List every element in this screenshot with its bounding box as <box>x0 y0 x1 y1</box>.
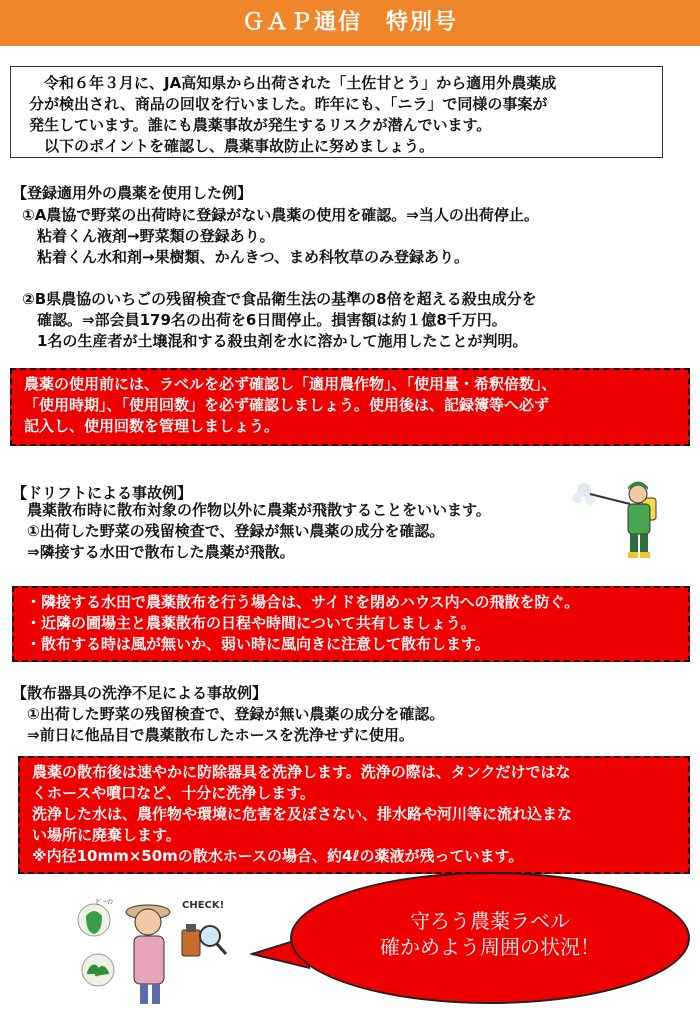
farmer-checking-label-illustration <box>70 886 240 1006</box>
section1-case1 <box>22 205 539 268</box>
slogan-line: 確かめよう周囲の状況！ <box>380 935 600 959</box>
section1-alert-box <box>10 368 690 446</box>
alert-line: ※内径10mm×50mの散水ホースの場合、約4ℓの薬液が残っています。 <box>32 847 524 865</box>
alert-line: ・散布する時は風が無いか、弱い時に風向きに注意して散布します。 <box>26 635 490 653</box>
alert-line: ・近隣の圃場主と農薬散布の日程や時間について共有しましょう。 <box>26 614 476 632</box>
section2-body <box>12 500 491 563</box>
bubble-text <box>310 908 670 960</box>
section2-alert-box <box>12 586 690 662</box>
intro-line: 発生しています。誰にも農薬事故が発生するリスクが潜んでいます。 <box>29 116 492 134</box>
slogan-speech-bubble <box>250 872 690 1004</box>
case1-line: ①A農協で野菜の出荷時に登録がない農薬の使用を確認。⇒当人の出荷停止。 <box>22 206 539 224</box>
alert-line: 農薬の使用前には、ラベルを必ず確認し「適用農作物」、「使用量・希釈倍数」、 <box>24 375 557 393</box>
section3-body <box>12 704 444 746</box>
newsletter-header <box>0 0 700 46</box>
spinach-thought-icon <box>82 954 114 986</box>
case1-line: 粘着くん液剤→野菜類の登録あり。 <box>22 227 275 245</box>
section3-alert-box <box>18 756 690 874</box>
check-label-text: CHECK! <box>182 900 225 911</box>
slogan-line: 守ろう農薬ラベル <box>410 909 570 933</box>
intro-line: 以下のポイントを確認し、農薬事故防止に努めましょう。 <box>29 137 435 155</box>
case2-line: ②B県農協のいちごの残留検査で食品衛生法の基準の8倍を超える殺虫成分を <box>22 290 537 308</box>
section3-heading: 【散布器具の洗浄不足による事故例】 <box>12 684 268 702</box>
pesticide-bottle-icon <box>182 924 200 956</box>
farmer-figure <box>126 905 170 1004</box>
wash-line: ①出荷した野菜の残留検査で、登録が無い農薬の成分を確認。 <box>12 705 445 723</box>
magnifier-icon <box>200 926 226 954</box>
section2-heading: 【ドリフトによる事故例】 <box>12 484 193 502</box>
alert-line: 「使用時期」、「使用回数」を必ず確認しましょう。使用後は、記録簿等へ必ず <box>24 396 550 414</box>
alert-line: 洗浄した水は、農作物や環境に危害を及ぼさない、排水路や河川等に流れ込まな <box>32 805 573 823</box>
alert-line: 農薬の散布後は速やかに防除器具を洗浄します。洗浄の際は、タンクだけではな <box>32 763 571 781</box>
section1-case2 <box>22 289 537 352</box>
wash-line: ⇒前日に他品目で農薬散布したホースを洗浄せずに使用。 <box>12 726 414 744</box>
newsletter-title: ＧＡＰ通信 特別号 <box>241 10 458 35</box>
bottle-label-text: ﾋﾟｰﾏﾝ <box>96 898 114 906</box>
case2-line: 確認。⇒部会員179名の出荷を6日間停止。損害額は約１億8千万円。 <box>22 311 507 329</box>
section1-heading: 【登録適用外の農薬を使用した例】 <box>12 184 253 202</box>
intro-line: 令和６年３月に、JA高知県から出荷された「土佐甘とう」から適用外農薬成 <box>29 74 557 92</box>
alert-line: 記入し、使用回数を管理しましょう。 <box>24 417 280 435</box>
drift-line: 農薬散布時に散布対象の作物以外に農薬が飛散することをいいます。 <box>12 501 491 519</box>
drift-line: ⇒隣接する水田で散布した農薬が飛散。 <box>12 543 295 561</box>
case1-line: 粘着くん水和剤→果樹類、かんきつ、まめ科牧草のみ登録あり。 <box>22 248 469 266</box>
alert-line: ・隣接する水田で農薬散布を行う場合は、サイドを閉めハウス内への飛散を防ぐ。 <box>26 593 580 611</box>
intro-line: 分が検出され、商品の回収を行いました。昨年にも、「ニラ」で同様の事案が <box>29 95 548 113</box>
intro-box <box>10 66 663 158</box>
alert-line: い場所に廃棄します。 <box>32 826 181 844</box>
drift-line: ①出荷した野菜の残留検査で、登録が無い農薬の成分を確認。 <box>12 522 445 540</box>
pepper-thought-icon <box>78 898 114 936</box>
sprayer-farmer-illustration <box>572 478 672 560</box>
case2-line: 1名の生産者が土壌混和する殺虫剤を水に溶かして施用したことが判明。 <box>22 332 528 350</box>
alert-line: くホースや噴口など、十分に洗浄します。 <box>32 784 316 802</box>
